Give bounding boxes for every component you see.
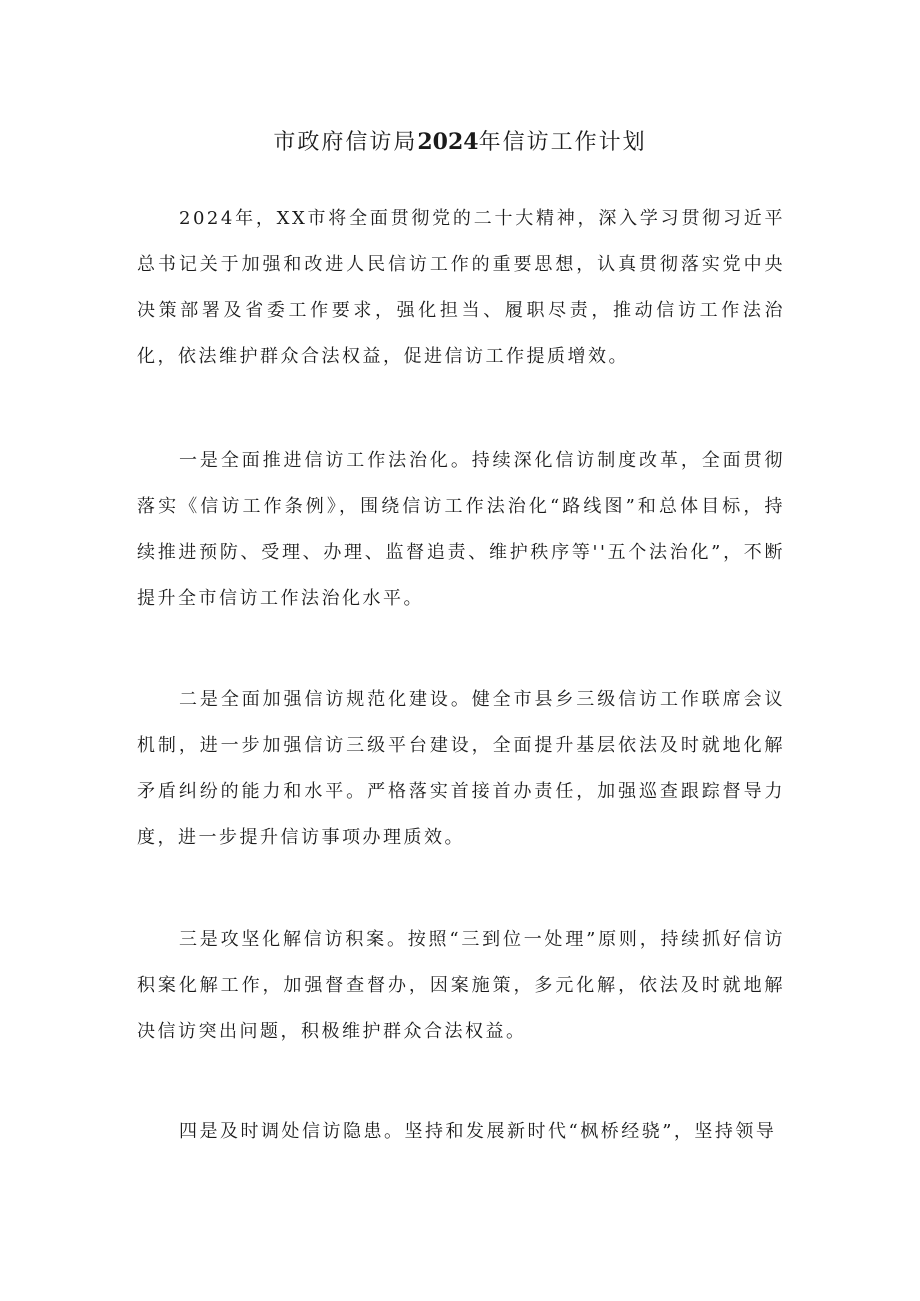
title-prefix: 市政府信访局 (273, 130, 418, 155)
title-year: 2024 (417, 129, 479, 155)
intro-paragraph: 2024年，XX市将全面贯彻党的二十大精神，深入学习贯彻习近平总书记关于加强和改进人民信访工作的重要思想，认真贯彻落实党中央决策部署及省委工作要求，强化担当、履职尽责，推动信访工作法治化，依法维护群众合法权益，促进信访工作提质增效。 (137, 208, 785, 367)
document-title (0, 125, 920, 160)
paragraph-legalization: 一是全面推进信访工作法治化。持续深化信访制度改革，全面贯彻落实《信访工作条例》，围绕信访工作法治化“路线图”和总体目标，持续推进预防、受理、办理、监督追责、维护秩序等''五个法治化”，不断提升全市信访工作法治化水平。 (137, 450, 785, 609)
title-suffix: 年信访工作计划 (478, 130, 647, 155)
paragraph-hidden-risks: 四是及时调处信访隐患。坚持和发展新时代“枫桥经骁”，坚持领导 (179, 1121, 777, 1142)
paragraph-standardization: 二是全面加强信访规范化建设。健全市县乡三级信访工作联席会议机制，进一步加强信访三级平台建设，全面提升基层依法及时就地化解矛盾纠纷的能力和水平。严格落实首接首办责任，加强巡查跟踪督导力度，进一步提升信访事项办理质效。 (137, 689, 785, 848)
paragraph-backlog-cases: 三是攻坚化解信访积案。按照“三到位一处理”原则，持续抓好信访积案化解工作，加强督查督办，因案施策，多元化解，依法及时就地解决信访突出问题，积极维护群众合法权益。 (137, 929, 785, 1042)
